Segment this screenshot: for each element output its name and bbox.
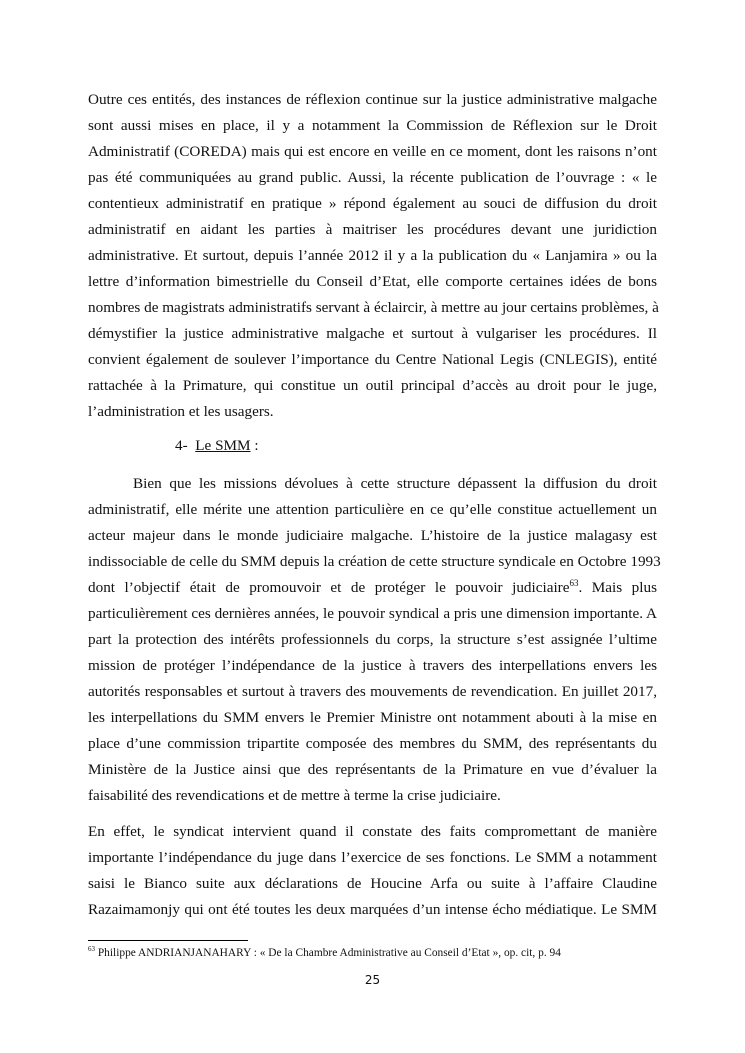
text-line: En effet, le syndicat intervient quand il constate des faits compromettant de manière <box>88 823 657 840</box>
text-line: les interpellations du SMM envers le Premier Ministre ont notamment abouti à la mise en <box>88 709 657 726</box>
heading-number: 4- <box>175 437 188 454</box>
text-line: nombres de magistrats administratifs servant à éclaircir, à mettre au jour certains problèmes, à <box>88 299 659 316</box>
line-text: . Mais plus <box>578 579 657 596</box>
line-text: dont l’objectif était de promouvoir et de protéger le pouvoir judiciaire <box>88 579 570 596</box>
paragraph-entities <box>88 87 657 425</box>
text-line: sont aussi mises en place, il y a notamment la Commission de Réflexion sur le Droit <box>88 117 657 134</box>
footnote-ref[interactable]: 63 <box>569 577 579 588</box>
footnote <box>88 945 561 961</box>
text-line: particulièrement ces dernières années, le pouvoir syndical a pris une dimension importante. A <box>88 605 657 622</box>
text-line: administrative. Et surtout, depuis l’année 2012 il y a la publication du « Lanjamira » ou la <box>88 247 657 264</box>
text-line: rattachée à la Primature, qui constitue un outil principal d’accès au droit pour le juge, <box>88 377 657 394</box>
text-line: Bien que les missions dévolues à cette structure dépassent la diffusion du droit <box>133 475 657 492</box>
text-line: importante l’indépendance du juge dans l’exercice de ses fonctions. Le SMM a notamment <box>88 849 657 866</box>
text-column <box>88 87 661 923</box>
text-line: contentieux administratif en pratique » répond également au souci de diffusion du droit <box>88 195 657 212</box>
text-line: saisi le Bianco suite aux déclarations de Houcine Arfa ou suite à l’affaire Claudine <box>88 875 657 892</box>
paragraph-smm <box>88 471 661 809</box>
text-line: indissociable de celle du SMM depuis la création de cette structure syndicale en Octobre 1993 <box>88 553 661 570</box>
text-line: mission de protéger l’indépendance de la justice à travers des interpellations envers les <box>88 657 657 674</box>
footnote-separator <box>88 940 248 941</box>
text-line: Razaimamonjy qui ont été toutes les deux marquées d’un intense écho médiatique. Le SMM <box>88 901 657 918</box>
heading-title: Le SMM <box>195 437 251 454</box>
text-line: démystifier la justice administrative malgache et surtout à vulgariser les procédures. Il <box>88 325 657 342</box>
footnote-number: 63 <box>88 945 95 954</box>
text-line: acteur majeur dans le monde judiciaire malgache. L’histoire de la justice malagasy est <box>88 527 657 544</box>
text-line: Administratif (COREDA) mais qui est encore en veille en ce moment, dont les raisons n’ont <box>88 143 657 160</box>
text-line: place d’une commission tripartite composée des membres du SMM, des représentants du <box>88 735 657 752</box>
text-line: Ministère de la Justice ainsi que des représentants de la Primature en vue d’évaluer la <box>88 761 657 778</box>
text-line: administratif en aidant les parties à maitriser les procédures devant une juridiction <box>88 221 657 238</box>
page-number: 25 <box>364 973 381 987</box>
heading-suffix: : <box>250 437 259 454</box>
paragraph-syndicat <box>88 819 657 923</box>
text-line: convient également de soulever l’importance du Centre National Legis (CNLEGIS), entité <box>88 351 657 368</box>
text-line: Outre ces entités, des instances de réflexion continue sur la justice administrative malgache <box>88 91 657 108</box>
text-line: autorités responsables et surtout à travers des mouvements de revendication. En juillet 2017, <box>88 683 657 700</box>
footnote-text: Philippe ANDRIANJANAHARY : « De la Chambre Administrative au Conseil d’Etat », op. cit, p. 94 <box>95 947 561 959</box>
text-line: faisabilité des revendications et de mettre à terme la crise judiciaire. <box>88 787 501 804</box>
text-line: administratif, elle mérite une attention particulière en ce qu’elle constitue actuellement un <box>88 501 657 518</box>
text-line: l’administration et les usagers. <box>88 403 274 420</box>
text-line: part la protection des intérêts professionnels du corps, la structure s’est assignée l’ultime <box>88 631 657 648</box>
text-line: lettre d’information bimestrielle du Conseil d’Etat, elle comporte certaines idées de bons <box>88 273 657 290</box>
text-line <box>88 575 657 601</box>
text-line: pas été communiquées au grand public. Aussi, la récente publication de l’ouvrage : « le <box>88 169 657 186</box>
section-heading <box>88 433 657 459</box>
